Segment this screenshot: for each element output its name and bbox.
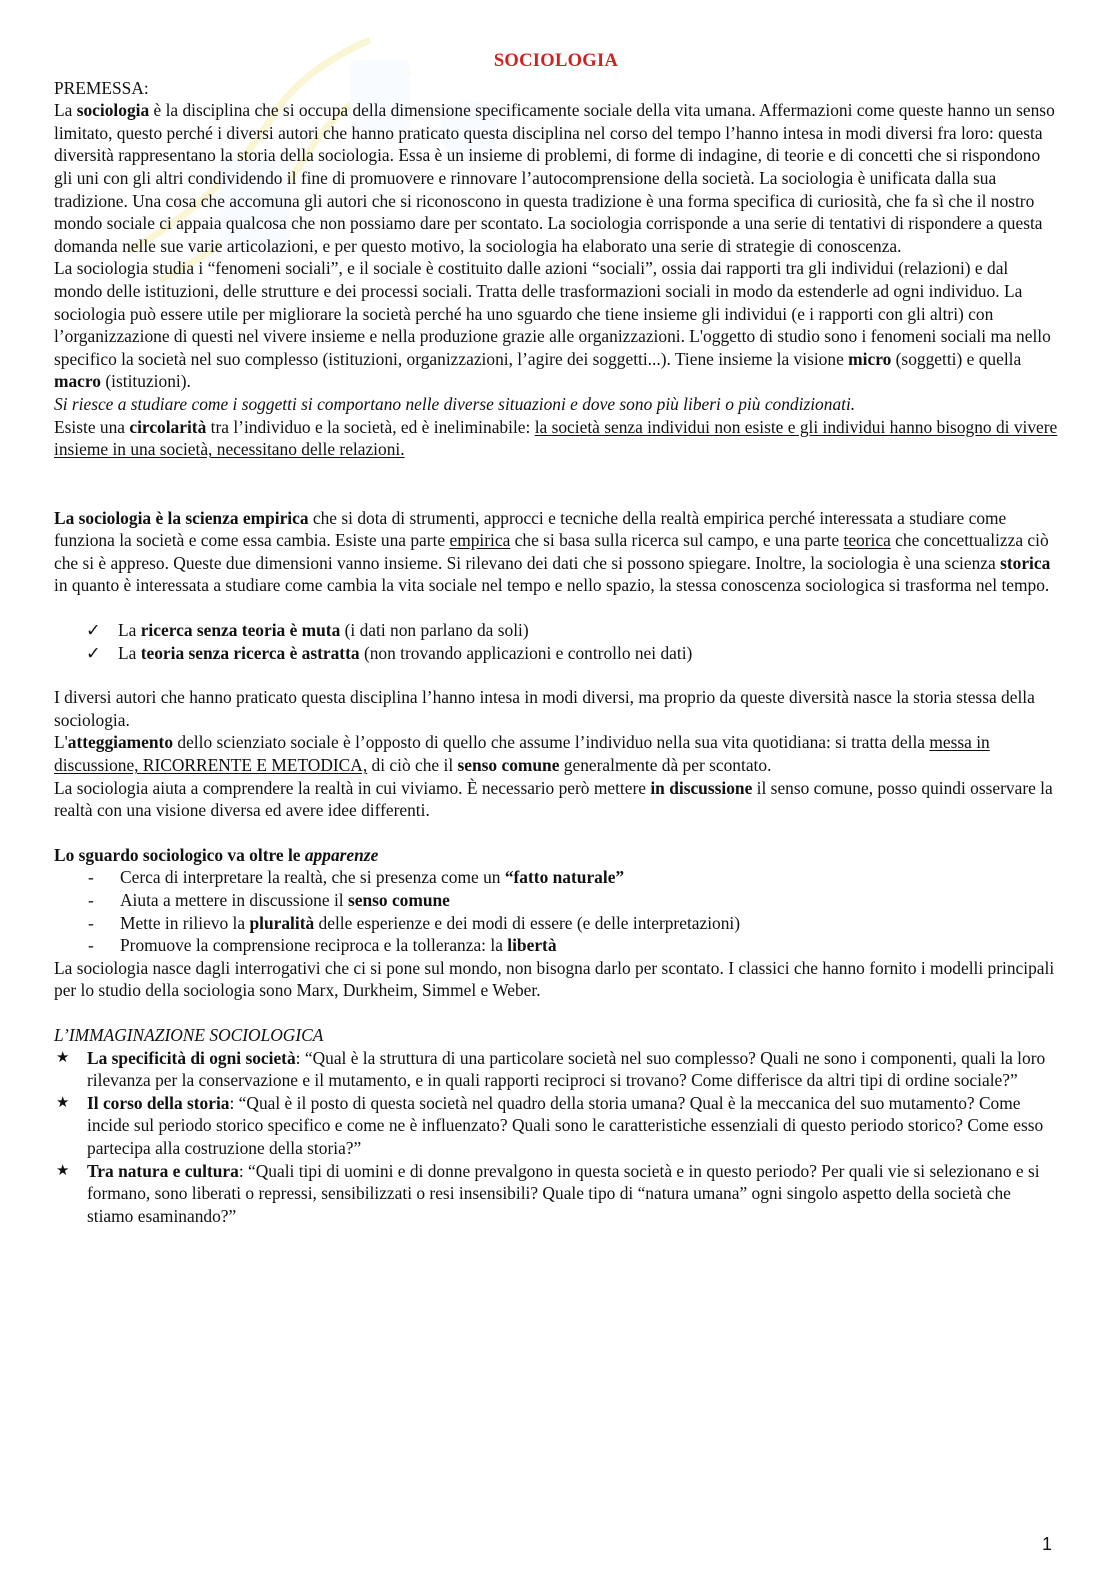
list-item: ✓ La teoria senza ricerca è astratta (non trovando applicazioni e controllo nei dati) [86, 642, 693, 663]
list-item: ★ Il corso della storia: “Qual è il posto di questa società nel quadro della storia umana? Qual è la meccanica del suo mutamento? Come incide sul periodo storico specifico e come ne è influenzato? Quali sono le caratteristiche essenziali di questo periodo storico? Come esso partecipa alla costruzione della storia?” [56, 1092, 1044, 1158]
page-number: 1 [1042, 1534, 1053, 1554]
bullet-marker-icon: - [88, 935, 94, 956]
page-title: SOCIOLOGIA [493, 51, 619, 71]
list-item: - Aiuta a mettere in discussione il senso comune [88, 890, 450, 910]
list-item: - Promuove la comprensione reciproca e la tolleranza: la libertà [88, 935, 557, 956]
premessa-paragraph-1: La sociologia è la disciplina che si occupa della dimensione specificamente sociale della vita umana. Affermazioni come queste hanno un senso limitato, questo perché i diversi autori che hanno praticato questa disciplina nel corso del tempo l’hanno intesa in modi diversi fra loro: questa diversità rappresentano la storia della sociologia. Essa è un insieme di problemi, di forme di indagine, di teorie e di concetti che si rispondono gli uni con gli altri condividendo il fine di promuovere e rinnovare l’autocomprensione della società. La sociologia è unificata dalla sua tradizione. Una cosa che accomuna gli autori che si riconoscono in questa tradizione è una forma specifica di curiosità, che fa sì che il nostro mondo sociale ci appaia qualcosa che non possiamo dare per scontato. La sociologia corrisponde a una serie di tentativi di rispondere a questa domanda nelle sue varie articolazioni, e per questo motivo, la sociologia ha elaborato una serie di strategie di conoscenza. [54, 100, 1055, 256]
autori-paragraph-2: L'atteggiamento dello scienziato sociale è l’opposto di quello che assume l’individuo nella sua vita quotidiana: si tratta della messa in discussione, RICORRENTE E METODICA, di ciò che il senso comune generalmente dà per scontato. [54, 732, 990, 776]
immaginazione-list [54, 1047, 1058, 1228]
premessa-paragraph-4: Esiste una circolarità tra l’individuo e la società, ed è ineliminabile: la società senza individui non esiste e gli individui hanno bisogno di vivere insieme in una società, necessitano delle relazioni. [54, 416, 1058, 460]
bullet-marker-icon: - [88, 867, 94, 888]
bullet-marker-icon: ★ [56, 1162, 70, 1179]
premessa-heading: PREMESSA: [54, 77, 149, 98]
bullet-marker-icon: ★ [56, 1094, 70, 1111]
bullet-marker-icon: ✓ [86, 620, 101, 641]
list-item: ★ La specificità di ogni società: “Qual è la struttura di una particolare società nel suo complesso? Quali ne sono i componenti, quali la loro rilevanza per la conservazione e il mutamento, e in quali rapporti reciproci si trovano? Come differisce da altri tipi di ordine sociale?” [56, 1047, 1046, 1091]
sguardo-heading: Lo sguardo sociologico va oltre le apparenze [54, 844, 379, 865]
premessa-paragraph-2: La sociologia studia i “fenomeni sociali”, e il sociale è costituito dalle azioni “sociali”, ossia dai rapporti tra gli individui (relazioni) e dal mondo delle istituzioni, delle strutture e dei processi sociali. Tratta delle trasformazioni sociali in modo da estenderle ad ogni individuo. La sociologia può essere utile per migliorare la società perché ha uno sguardo che tiene insieme gli individui (e i rapporti con gli altri) con l’organizzazione di questi nel vivere insieme e nella produzione grazie alle organizzazioni. L'oggetto di studio sono i fenomeni sociali ma nello specifico la società nel suo complesso (istituzioni, organizzazioni, l’agire dei soggetti...). Tiene insieme la visione micro (soggetti) e quella macro (istituzioni). [54, 258, 1051, 392]
empirica-paragraph: La sociologia è la scienza empirica che si dota di strumenti, approcci e tecniche della realtà empirica perché interessata a studiare come funziona la società e come essa cambia. Esiste una parte empirica che si basa sulla ricerca sul campo, e una parte teorica che concettualizza ciò che si è appreso. Queste due dimensioni vanno insieme. Si rilevano dei dati che si possono spiegare. Inoltre, la sociologia è una scienza storica in quanto è interessata a studiare come cambia la vita sociale nel tempo e nello spazio, la stessa conoscenza sociologica si trasforma nel tempo. [54, 507, 1051, 596]
list-item: ✓ La ricerca senza teoria è muta (i dati non parlano da soli) [86, 620, 529, 641]
immaginazione-heading: L’IMMAGINAZIONE SOCIOLOGICA [54, 1024, 324, 1045]
autori-paragraph-1: I diversi autori che hanno praticato questa disciplina l’hanno intesa in modi diversi, ma proprio da queste diversità nasce la storia stessa della sociologia. [54, 687, 1035, 730]
list-item: ★ Tra natura e cultura: “Quali tipi di uomini e di donne prevalgono in questa società e in questo periodo? Per quali vie si selezionano e si formano, sono liberati o repressi, sensibilizzati o resi insensibili? Quale tipo di “natura umana” ogni singolo aspetto della società che stiamo esaminando?” [56, 1160, 1040, 1226]
premessa-paragraph-3: Si riesce a studiare come i soggetti si comportano nelle diverse situazioni e dove sono più liberi o più condizionati. [54, 393, 856, 414]
sguardo-after-paragraph: La sociologia nasce dagli interrogativi che ci si pone sul mondo, non bisogna darlo per scontato. I classici che hanno fornito i modelli principali per lo studio della sociologia sono Marx, Durkheim, Simmel e Weber. [54, 957, 1055, 1001]
checklist [54, 619, 1058, 664]
autori-paragraph-3: La sociologia aiuta a comprendere la realtà in cui viviamo. È necessario però mettere in discussione il senso comune, posso quindi osservare la realtà con una visione diversa ed avere idee differenti. [54, 777, 1053, 821]
bullet-marker-icon: - [88, 912, 94, 933]
bullet-marker-icon: - [88, 890, 94, 910]
bullet-marker-icon: ★ [56, 1049, 70, 1066]
list-item: - Mette in rilievo la pluralità delle esperienze e dei modi di essere (e delle interpretazioni) [88, 912, 741, 933]
sguardo-list [54, 866, 1058, 956]
bullet-marker-icon: ✓ [86, 642, 101, 663]
list-item: - Cerca di interpretare la realtà, che si presenza come un “fatto naturale” [88, 867, 625, 888]
document-page [54, 50, 1058, 1227]
